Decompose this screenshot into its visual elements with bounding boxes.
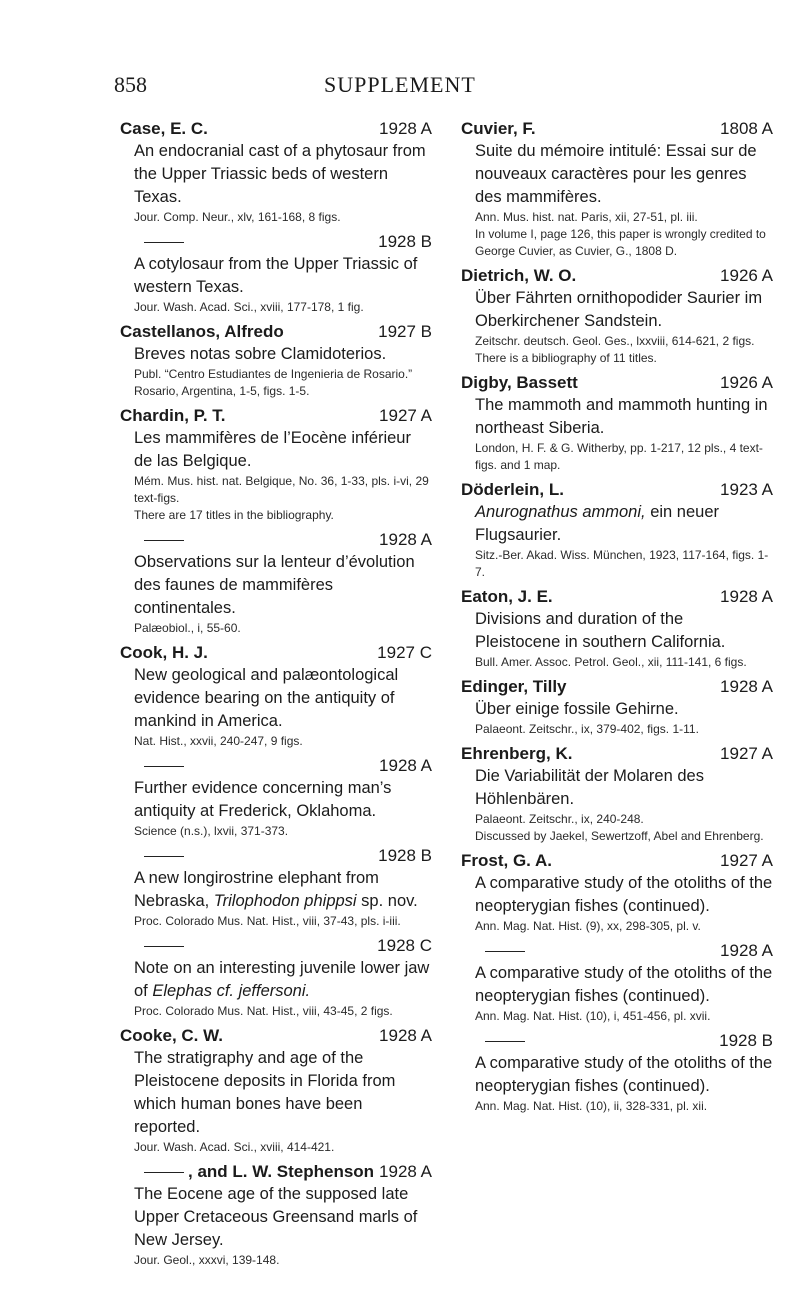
entry-citation: Zeitschr. deutsch. Geol. Ges., lxxviii, 614-621, 2 figs.	[475, 334, 755, 348]
entry-citation: Ann. Mus. hist. nat. Paris, xii, 27-51, pl. iii.	[475, 210, 698, 224]
entry-year: 1928 B	[719, 1031, 773, 1050]
entry-cooke-stephenson-1928a	[120, 1161, 432, 1269]
entry-citation: Proc. Colorado Mus. Nat. Hist., viii, 43-45, 2 figs.	[134, 1004, 393, 1018]
entry-year: 1923 A	[720, 480, 773, 499]
entry-citation: Publ. “Centro Estudiantes de Ingenieria de Rosario.” Rosario, Argentina, 1-5, figs. 1-5.	[134, 367, 413, 398]
entry-year: 1928 A	[720, 587, 773, 606]
entry-citation: Jour. Wash. Acad. Sci., xviii, 177-178, 1 fig.	[134, 300, 364, 314]
entry-citation: Mém. Mus. hist. nat. Belgique, No. 36, 1-33, pls. i-vi, 29 text-figs.	[134, 474, 429, 505]
entry-title: Die Variabilität der Molaren des Höhlenbären.	[475, 767, 704, 808]
entry-year: 1928 C	[377, 936, 432, 955]
entry-citation: Sitz.-Ber. Akad. Wiss. München, 1923, 117-164, figs. 1-7.	[475, 548, 769, 579]
entry-year: 1926 A	[720, 266, 773, 285]
ditto-dash	[144, 1172, 184, 1173]
ditto-dash	[144, 946, 184, 947]
entry-author: Dietrich, W. O.	[461, 266, 577, 285]
entry-cooke-1928a	[120, 1025, 432, 1156]
entry-year: 1808 A	[720, 119, 773, 138]
entry-citation: Jour. Comp. Neur., xlv, 161-168, 8 figs.	[134, 210, 341, 224]
entry-note: In volume I, page 126, this paper is wrongly credited to George Cuvier, as Cuvier, G., 1808 D.	[475, 227, 766, 258]
entry-author: Döderlein, L.	[461, 480, 564, 499]
ditto-dash	[485, 1041, 525, 1042]
entry-title: The Eocene age of the supposed late Upper Cretaceous Greensand marls of New Jersey.	[134, 1185, 418, 1249]
entry-author: Eaton, J. E.	[461, 587, 553, 606]
entry-citation: Palæobiol., i, 55-60.	[134, 621, 241, 635]
entry-year: 1928 A	[379, 1026, 432, 1045]
entry-citation: London, H. F. & G. Witherby, pp. 1-217, 12 pls., 4 text-figs. and 1 map.	[475, 441, 763, 472]
running-title: SUPPLEMENT	[324, 72, 476, 97]
entry-citation: Science (n.s.), lxvii, 371-373.	[134, 824, 289, 838]
left-column	[120, 118, 432, 1274]
entry-doderlein-1923a	[461, 479, 773, 581]
entry-note: Discussed by Jaekel, Sewertzoff, Abel and Ehrenberg.	[475, 829, 764, 843]
entry-title: A new longirostrine elephant from Nebraska, Trilophodon phippsi sp. nov.	[134, 869, 418, 910]
entry-eaton-1928a	[461, 586, 773, 671]
entry-year: 1928 A	[379, 756, 432, 775]
entry-title: Observations sur la lenteur d’évolution des faunes de mammifères continentales.	[134, 553, 415, 617]
entry-title: Über einige fossile Gehirne.	[475, 700, 679, 718]
entry-year: 1928 A	[720, 941, 773, 960]
entry-title: A comparative study of the otoliths of the neopterygian fishes (continued).	[475, 964, 773, 1005]
entry-citation: Ann. Mag. Nat. Hist. (9), xx, 298-305, pl. v.	[475, 919, 701, 933]
entry-title: Note on an interesting juvenile lower jaw of Elephas cf. jeffersoni.	[134, 959, 430, 1000]
entry-year: 1928 A	[379, 530, 432, 549]
entry-citation: Palaeont. Zeitschr., ix, 379-402, figs. 1-11.	[475, 722, 699, 736]
entry-case-1928a	[120, 118, 432, 226]
entry-cuvier-1808a	[461, 118, 773, 260]
entry-year: 1926 A	[720, 373, 773, 392]
entry-title: An endocranial cast of a phytosaur from the Upper Triassic beds of western Texas.	[134, 142, 426, 206]
entry-frost-1928b	[461, 1030, 773, 1115]
entry-dietrich-1926a	[461, 265, 773, 367]
entry-chardin-1928a	[120, 529, 432, 637]
ditto-dash	[485, 951, 525, 952]
entry-citation: Jour. Wash. Acad. Sci., xviii, 414-421.	[134, 1140, 335, 1154]
page-number: 858	[114, 72, 147, 97]
entry-citation: Nat. Hist., xxvii, 240-247, 9 figs.	[134, 734, 303, 748]
entry-title: New geological and palæontological evidence bearing on the antiquity of mankind in America.	[134, 666, 399, 730]
entry-case-1928b	[120, 231, 432, 316]
entry-title: A cotylosaur from the Upper Triassic of western Texas.	[134, 255, 418, 296]
entry-edinger-1928a	[461, 676, 773, 738]
entry-title: Divisions and duration of the Pleistocene in southern California.	[475, 610, 726, 651]
entry-author: Ehrenberg, K.	[461, 744, 573, 763]
entry-note: There are 17 titles in the bibliography.	[134, 508, 334, 522]
entry-title: Über Fährten ornithopodider Saurier im Oberkirchener Sandstein.	[475, 289, 763, 330]
entry-citation: Ann. Mag. Nat. Hist. (10), i, 451-456, pl. xvii.	[475, 1009, 711, 1023]
entry-frost-1927a	[461, 850, 773, 935]
entry-author: Chardin, P. T.	[120, 406, 226, 425]
entry-title: Breves notas sobre Clamidoterios.	[134, 345, 387, 363]
entry-year: 1927 A	[720, 744, 773, 763]
entry-citation: Jour. Geol., xxxvi, 139-148.	[134, 1253, 280, 1267]
entry-citation: Ann. Mag. Nat. Hist. (10), ii, 328-331, pl. xii.	[475, 1099, 708, 1113]
taxon-name: Anurognathus ammoni,	[475, 503, 646, 521]
entry-year: 1927 C	[377, 643, 432, 662]
entry-digby-1926a	[461, 372, 773, 474]
ditto-dash	[144, 766, 184, 767]
entry-ehrenberg-1927a	[461, 743, 773, 845]
entry-year: 1928 A	[720, 677, 773, 696]
entry-castellanos-1927b	[120, 321, 432, 400]
entry-year: 1927 A	[720, 851, 773, 870]
entry-author: Castellanos, Alfredo	[120, 322, 284, 341]
entry-author: Cuvier, F.	[461, 119, 536, 138]
taxon-name: Elephas cf. jeffersoni.	[152, 982, 311, 1000]
entry-author: Cooke, C. W.	[120, 1026, 223, 1045]
entry-title: A comparative study of the otoliths of the neopterygian fishes (continued).	[475, 1054, 773, 1095]
entry-author: Cook, H. J.	[120, 643, 208, 662]
entry-year: 1928 B	[378, 846, 432, 865]
entry-cook-1927c	[120, 642, 432, 750]
entry-year: 1927 B	[378, 322, 432, 341]
entry-title: The stratigraphy and age of the Pleistocene deposits in Florida from which human bones have been reported.	[134, 1049, 396, 1136]
entry-title: Les mammifères de l’Eocène inférieur de las Belgique.	[134, 429, 411, 470]
entry-year: 1928 B	[378, 232, 432, 251]
entry-year: 1928 A	[379, 1162, 432, 1181]
ditto-dash	[144, 242, 184, 243]
entry-author: Digby, Bassett	[461, 373, 578, 392]
entry-title: Suite du mémoire intitulé: Essai sur de nouveaux caractères pour les genres des mammifères.	[475, 142, 757, 206]
right-column	[461, 118, 773, 1120]
entry-cook-1928a	[120, 755, 432, 840]
entry-author: Frost, G. A.	[461, 851, 552, 870]
entry-cook-1928c	[120, 935, 432, 1020]
page-header	[114, 72, 704, 98]
taxon-name: Trilophodon phippsi	[213, 892, 357, 910]
entry-note: There is a bibliography of 11 titles.	[475, 351, 657, 365]
entry-cook-1928b	[120, 845, 432, 930]
entry-citation: Palaeont. Zeitschr., ix, 240-248.	[475, 812, 644, 826]
entry-frost-1928a	[461, 940, 773, 1025]
entry-author: Case, E. C.	[120, 119, 208, 138]
ditto-dash	[144, 856, 184, 857]
entry-title: The mammoth and mammoth hunting in northeast Siberia.	[475, 396, 768, 437]
entry-chardin-1927a	[120, 405, 432, 524]
entry-year: 1927 A	[379, 406, 432, 425]
entry-title: A comparative study of the otoliths of the neopterygian fishes (continued).	[475, 874, 773, 915]
entry-citation: Bull. Amer. Assoc. Petrol. Geol., xii, 111-141, 6 figs.	[475, 655, 747, 669]
entry-author: Edinger, Tilly	[461, 677, 567, 696]
ditto-dash	[144, 540, 184, 541]
entry-citation: Proc. Colorado Mus. Nat. Hist., viii, 37-43, pls. i-iii.	[134, 914, 401, 928]
entry-year: 1928 A	[379, 119, 432, 138]
entry-author: , and L. W. Stephenson	[188, 1162, 375, 1181]
entry-title: Anurognathus ammoni, ein neuer Flugsaurier.	[475, 503, 719, 544]
entry-title: Further evidence concerning man’s antiquity at Frederick, Oklahoma.	[134, 779, 392, 820]
